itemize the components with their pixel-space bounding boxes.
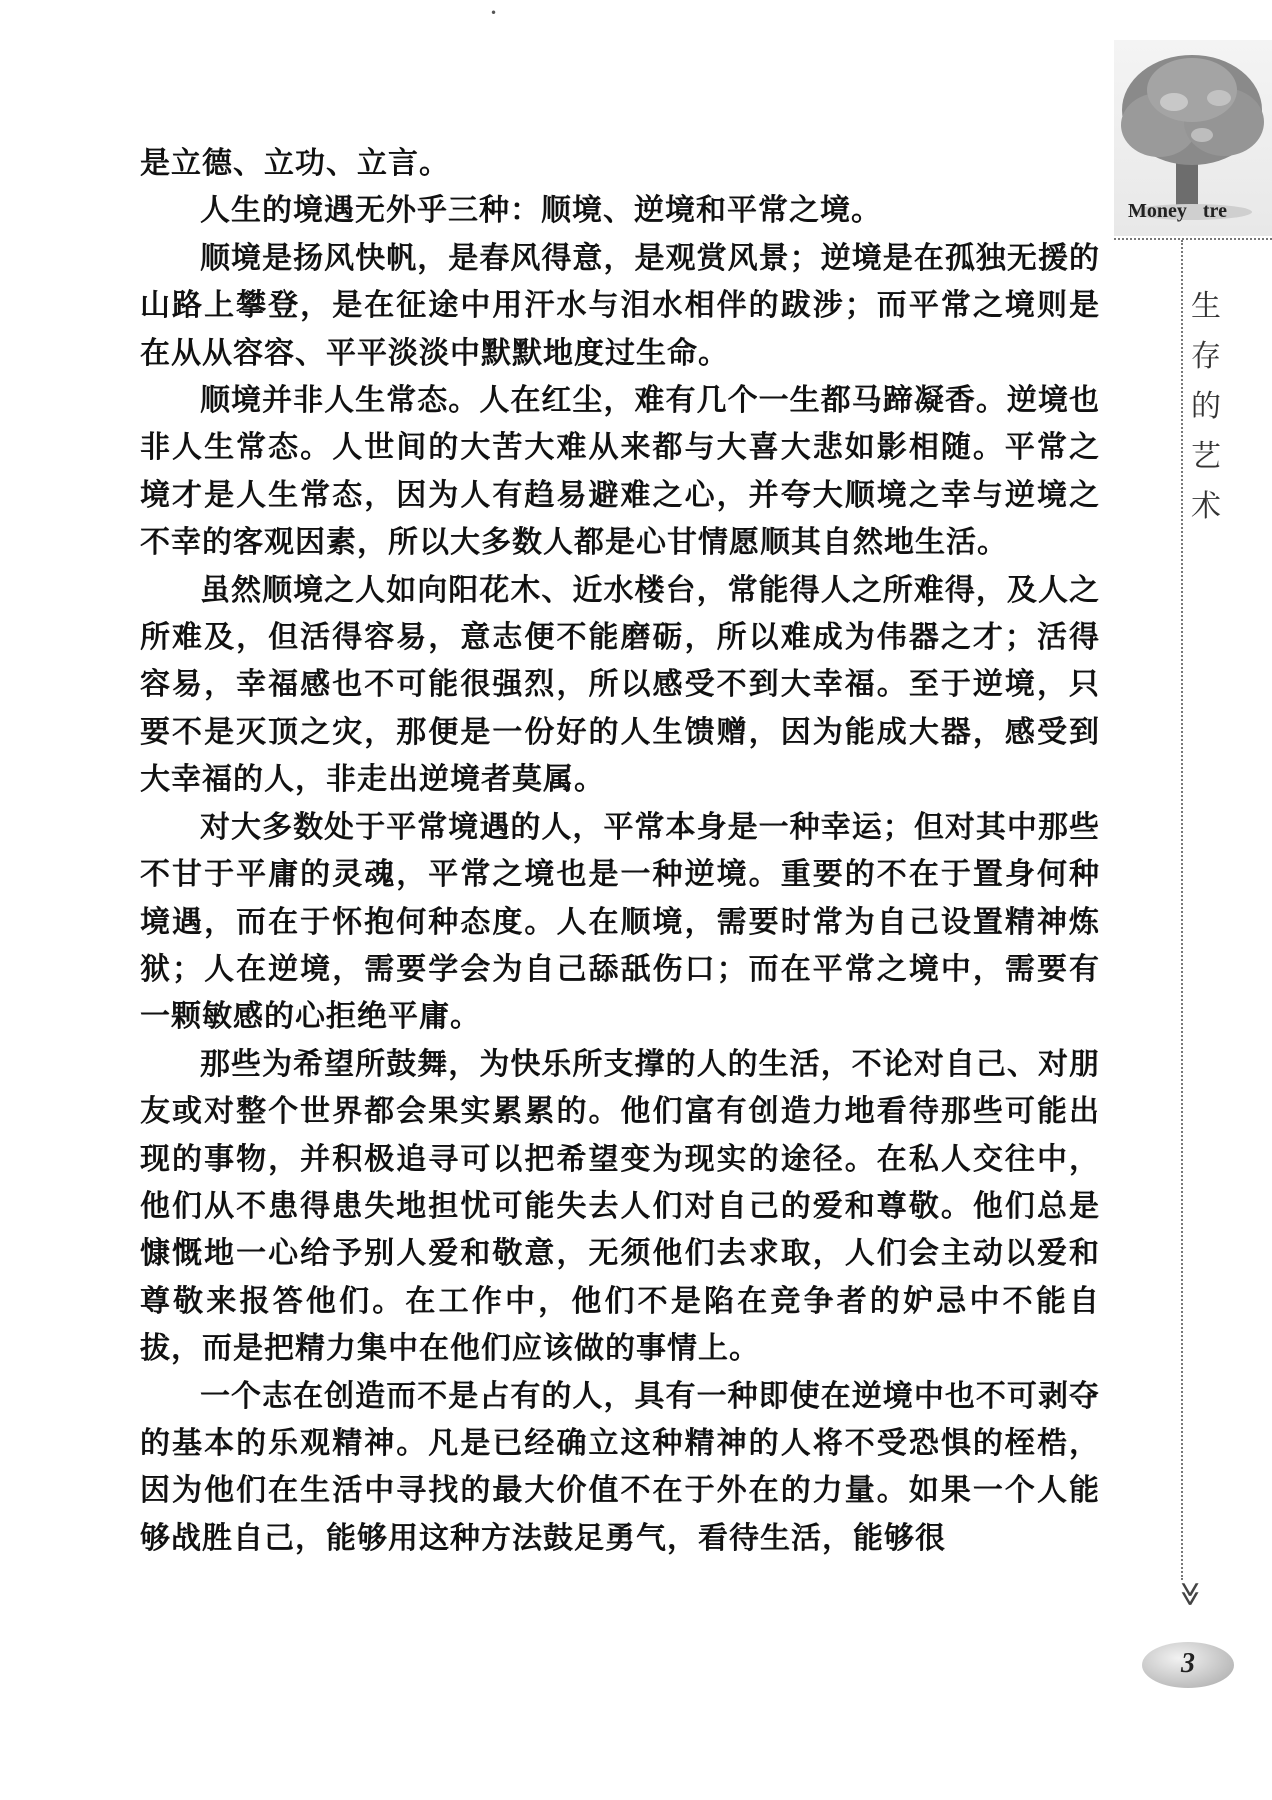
vertical-dotted-rule	[1181, 240, 1183, 1580]
paragraph-2: 人生的境遇无外乎三种：顺境、逆境和平常之境。	[200, 193, 882, 229]
paragraph-8: 一个志在创造而不是占有的人，具有一种即使在逆境中也不可剥夺的基本的乐观精神。凡是已经确立这种精神的人将不受恐惧的桎梏，因为他们在生活中寻找的最大价值不在于外在的力量。如果一个人能够战胜自己，能够用这种方法鼓足勇气，看待生活，能够很	[140, 1378, 1100, 1556]
tree-label-text: Money	[1128, 200, 1187, 222]
chevron-down-icon: ≫	[1173, 1581, 1208, 1607]
tree-label-cut: tre	[1202, 200, 1227, 222]
top-mark: •	[490, 6, 498, 20]
body-text	[140, 140, 1100, 1562]
money-tree-logo	[1114, 40, 1272, 236]
section-title	[1186, 282, 1226, 532]
page-number-badge	[1142, 1642, 1234, 1688]
paragraph-4: 顺境并非人生常态。人在红尘，难有几个一生都马蹄凝香。逆境也非人生常态。人世间的大苦大难从来都与大喜大悲如影相随。平常之境才是人生常态，因为人有趋易避难之心，并夸大顺境之幸与逆境之不幸的客观因素，所以大多数人都是心甘情愿顺其自然地生活。	[140, 383, 1100, 561]
section-title-char: 艺	[1191, 439, 1221, 474]
section-title-char: 术	[1191, 489, 1221, 524]
paragraph-5: 虽然顺境之人如向阳花木、近水楼台，常能得人之所难得，及人之所难及，但活得容易，意志便不能磨砺，所以难成为伟器之才；活得容易，幸福感也不可能很强烈，所以感受不到大幸福。至于逆境，只要不是灭顶之灾，那便是一份好的人生馈赠，因为能成大器，感受到大幸福的人，非走出逆境者莫属。	[140, 572, 1100, 798]
section-title-char: 生	[1191, 289, 1221, 324]
horizontal-dotted-rule	[1114, 238, 1272, 240]
paragraph-6: 对大多数处于平常境遇的人，平常本身是一种幸运；但对其中那些不甘于平庸的灵魂，平常之境也是一种逆境。重要的不在于置身何种境遇，而在于怀抱何种态度。人在顺境，需要时常为自己设置精神炼狱；人在逆境，需要学会为自己舔舐伤口；而在平常之境中，需要有一颗敏感的心拒绝平庸。	[140, 809, 1100, 1035]
section-title-char: 存	[1191, 339, 1221, 374]
paragraph-1: 是立德、立功、立言。	[140, 146, 450, 181]
page-number: 3	[1181, 1648, 1195, 1679]
paragraph-7: 那些为希望所鼓舞，为快乐所支撑的人的生活，不论对自己、对朋友或对整个世界都会果实累累的。他们富有创造力地看待那些可能出现的事物，并积极追寻可以把希望变为现实的途径。在私人交往中，他们从不患得患失地担忧可能失去人们对自己的爱和尊敬。他们总是慷慨地一心给予别人爱和敬意，无须他们去求取，人们会主动以爱和尊敬来报答他们。在工作中，他们不是陷在竞争者的妒忌中不能自拔，而是把精力集中在他们应该做的事情上。	[140, 1046, 1100, 1367]
tree-label	[1128, 200, 1227, 223]
paragraph-3: 顺境是扬风快帆，是春风得意，是观赏风景；逆境是在孤独无援的山路上攀登，是在征途中用汗水与泪水相伴的跋涉；而平常之境则是在从从容容、平平淡淡中默默地度过生命。	[140, 240, 1100, 371]
section-title-char: 的	[1191, 389, 1221, 424]
